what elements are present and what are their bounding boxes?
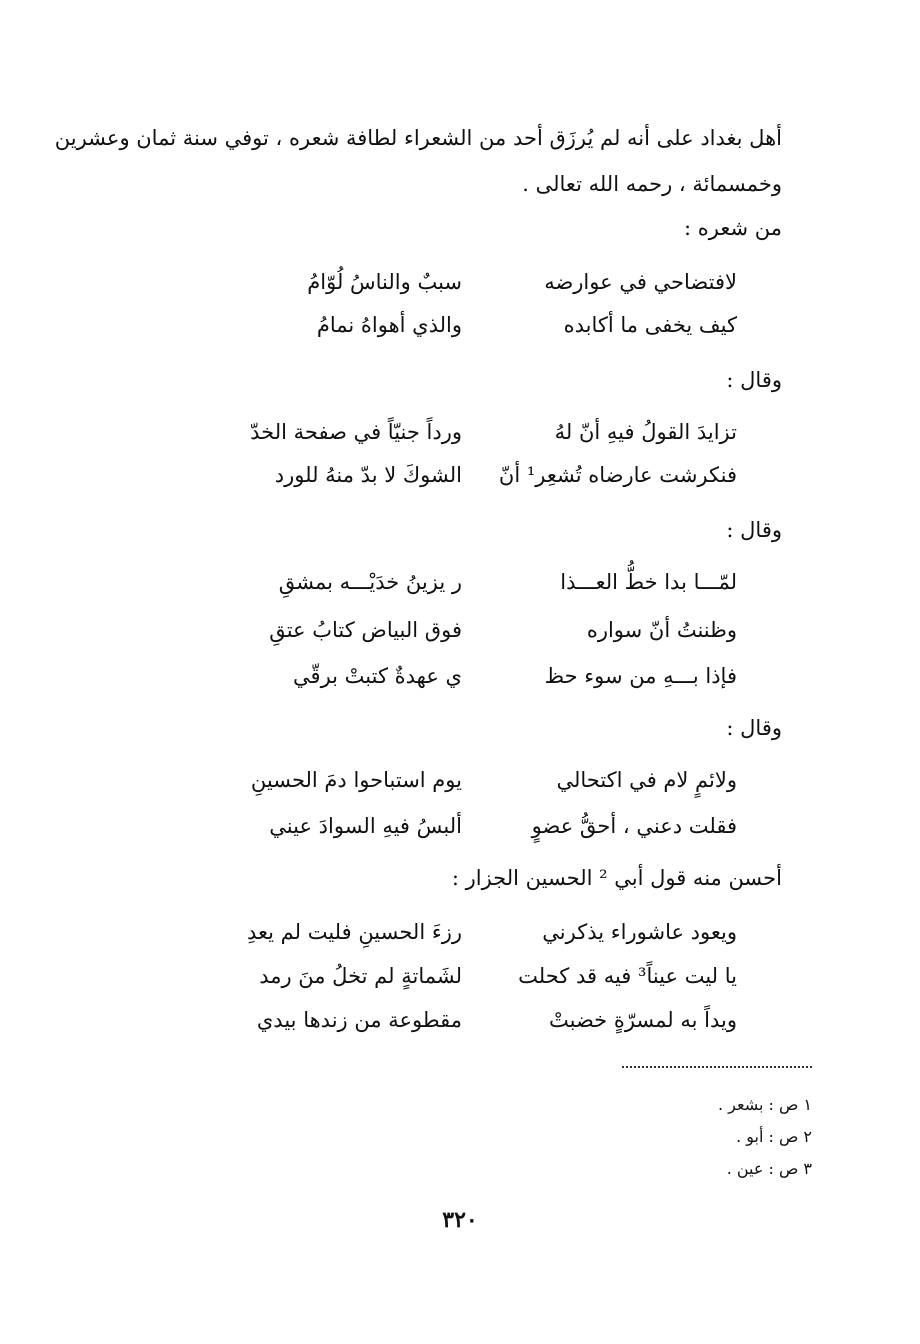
section-label: وقال : — [726, 518, 782, 542]
verse-hemistich-second: الشوكَ لا بدّ منهُ للورد — [274, 463, 462, 487]
verse-hemistich-first: فنكرشت عارضاه تُشعِر¹ أنّ — [498, 463, 737, 487]
verse-hemistich-first: وظننتُ أنّ سواره — [586, 618, 737, 642]
verse-hemistich-first: لمّـــا بدا خطُّ العـــذا — [560, 570, 737, 594]
footnote-divider — [622, 1066, 812, 1068]
section-label: من شعره : — [684, 216, 782, 240]
verse-hemistich-second: ألبسُ فيهِ السوادَ عيني — [269, 814, 462, 838]
verse-hemistich-second: يوم استباحوا دمَ الحسينِ — [250, 768, 462, 792]
verse-hemistich-first: فقلت دعني ، أحقُّ عضوٍ — [531, 814, 737, 838]
footnote: ١ ص : بشعر . — [717, 1095, 812, 1114]
verse-hemistich-first: تزايدَ القولُ فيهِ أنّ لهُ — [554, 420, 737, 444]
intro-line-1: أهل بغداد على أنه لم يُرزَق أحد من الشعراء لطافة شعره ، توفي سنة ثمان وعشرين — [54, 126, 782, 150]
verse-hemistich-second: فوق البياض كتابُ عتقِ — [269, 618, 462, 642]
section-label: أحسن منه قول أبي ² الحسين الجزار : — [451, 866, 782, 890]
verse-hemistich-second: سببٌ والناسُ لُوّامُ — [307, 270, 462, 294]
section-label: وقال : — [726, 368, 782, 392]
intro-line-2: وخمسمائة ، رحمه الله تعالى . — [522, 172, 782, 196]
verse-hemistich-first: يا ليت عيناً³ فيه قد كحلت — [518, 964, 737, 988]
verse-hemistich-second: مقطوعة من زندها بيدي — [256, 1008, 462, 1032]
verse-hemistich-second: ي عهدةٌ كتبتْ برقّي — [293, 664, 462, 688]
verse-hemistich-first: ويداً به لمسرّةٍ خضبتْ — [549, 1008, 737, 1032]
verse-hemistich-first: لافتضاحي في عوارضه — [544, 270, 737, 294]
verse-hemistich-second: رزءَ الحسينِ فليت لم يعدِ — [246, 920, 462, 944]
verse-hemistich-first: ويعود عاشوراء يذكرني — [542, 920, 737, 944]
footnote: ٢ ص : أبو . — [736, 1127, 812, 1146]
verse-hemistich-first: كيف يخفى ما أكابده — [563, 313, 737, 337]
section-label: وقال : — [726, 716, 782, 740]
verse-hemistich-second: والذي أهواهُ نمامُ — [316, 313, 462, 337]
verse-hemistich-first: ولائمٍ لام في اكتحالي — [556, 768, 737, 792]
verse-hemistich-second: لشَماتةٍ لم تخلُ منَ رمد — [259, 964, 462, 988]
footnote: ٣ ص : عين . — [726, 1159, 812, 1178]
page-number: ٣٢٠ — [442, 1207, 478, 1233]
verse-hemistich-first: فإذا بـــهِ من سوء حظ — [544, 664, 737, 688]
verse-hemistich-second: ورداً جنيّاً في صفحة الخدّ — [250, 420, 462, 444]
verse-hemistich-second: ر يزينُ خدَيْـــه بمشقِ — [278, 570, 462, 594]
